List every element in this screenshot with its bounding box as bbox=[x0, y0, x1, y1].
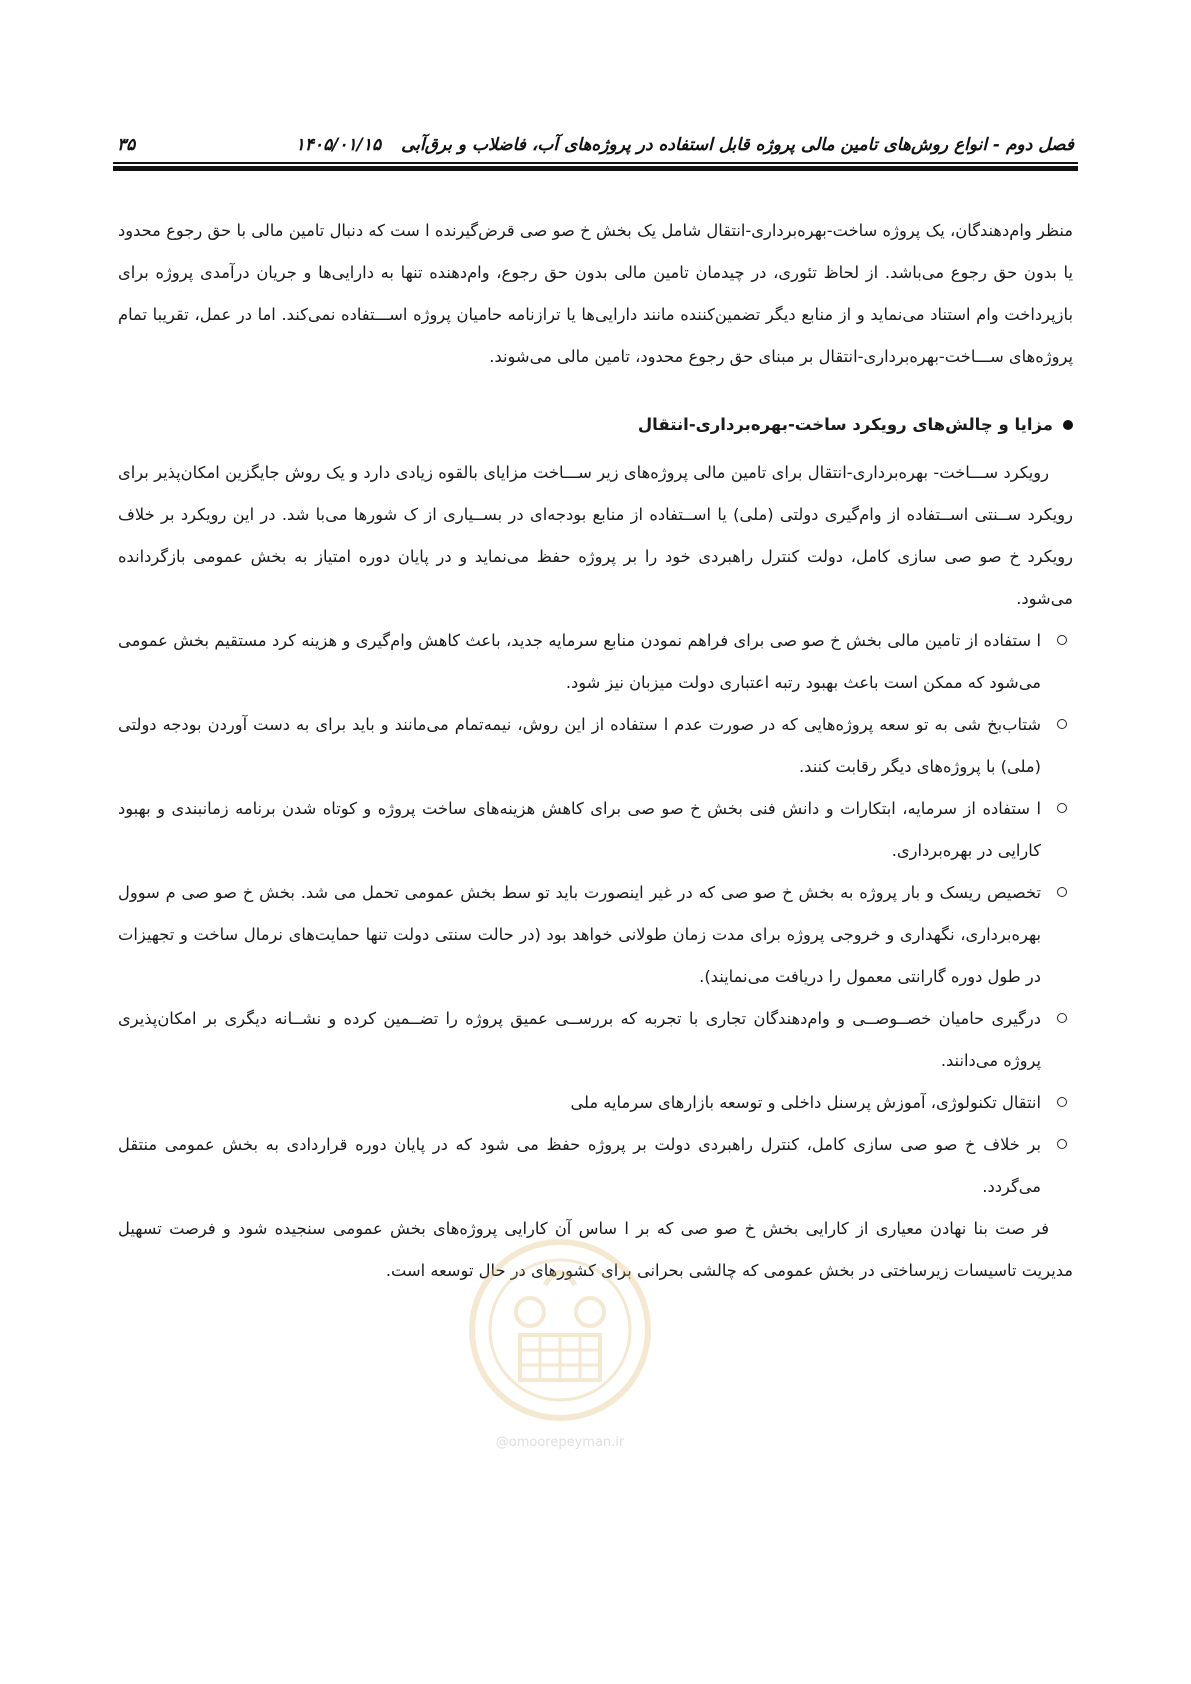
list-item-text: تخصیص ریسک و بار پروژه به بخش خ صو صی که در غیر اینصورت باید تو سط بخش عمومی تحمل می شد. بخش خ صو صی م سوول بهره‌برداری، نگهداری و خروجی پروژه برای مدت زمان طولانی خواهد بود (در حالت سنتی دولت تنها حمایت‌های نرمال ساخت و تجهیزات در طول دوره گارانتی معمول را دریافت می‌نمایند). bbox=[118, 883, 1041, 986]
chapter-title: فصل دوم - انواع روش‌های تامین مالی پروژه قابل استفاده در پروژه‌های آب، فاضلاب و برق‌آبی bbox=[401, 135, 1074, 155]
circle-bullet-icon bbox=[1057, 719, 1067, 729]
header-date: ۱۴۰۵/۰۱/۱۵ bbox=[295, 135, 382, 155]
running-header bbox=[117, 130, 1074, 160]
list-item-text: شتاب‌بخ شی به تو سعه پروژه‌هایی که در صورت عدم ا ستفاده از این روش، نیمه‌تمام می‌مانند و باید برای به دست آوردن بودجه دولتی (ملی) با پروژه‌های دیگر رقابت کنند. bbox=[118, 715, 1041, 776]
section-heading-text: مزایا و چالش‌های رویکرد ساخت-بهره‌برداری-انتقال bbox=[637, 415, 1053, 434]
circle-bullet-icon bbox=[1057, 1097, 1067, 1107]
list-item bbox=[118, 788, 1073, 872]
filled-bullet-icon bbox=[1063, 420, 1073, 430]
list-item-text: درگیری حامیان خصــوصــی و وام‌دهندگان تجاری با تجربه که بررســی عمیق پروژه را تضــمین کرده و نشــانه دیگری بر امکان‌پذیری پروژه می‌دانند. bbox=[118, 1009, 1041, 1070]
circle-bullet-icon bbox=[1057, 1013, 1067, 1023]
circle-bullet-icon bbox=[1057, 803, 1067, 813]
list-item-text: ا ستفاده از سرمایه، ابتکارات و دانش فنی بخش خ صو صی برای کاهش هزینه‌های ساخت پروژه و کوتاه شدن برنامه زمانبندی و بهبود کارایی در بهره‌برداری. bbox=[118, 799, 1041, 860]
watermark-url: @omoorepeyman.ir bbox=[495, 1435, 625, 1450]
list-item bbox=[118, 872, 1073, 998]
list-item bbox=[118, 620, 1073, 704]
circle-bullet-icon bbox=[1057, 887, 1067, 897]
circle-bullet-icon bbox=[1057, 1139, 1067, 1149]
list-item bbox=[118, 704, 1073, 788]
list-item-text: انتقال تکنولوژی، آموزش پرسنل داخلی و توسعه بازارهای سرمایه ملی bbox=[570, 1093, 1041, 1112]
list-item bbox=[118, 1082, 1073, 1124]
body-text bbox=[118, 210, 1073, 1292]
list-item bbox=[118, 1124, 1073, 1208]
running-title bbox=[296, 135, 1074, 155]
list-item bbox=[118, 998, 1073, 1082]
header-rule-thin bbox=[113, 162, 1078, 164]
header-rule-thick bbox=[113, 166, 1078, 171]
circle-bullet-icon bbox=[1057, 635, 1067, 645]
section-paragraph: رویکرد ســـاخت- بهره‌برداری-انتقال برای تامین مالی پروژه‌های زیر ســـاخت مزایای بالقوه زیادی دارد و یک روش جایگزین امکان‌پذیر برای رویکرد ســنتی اســتفاده از وام‌گیری دولتی (ملی) یا اســتفاده از منابع بودجه‌ای در بســیاری از ک شورها می‌با شد. در این رویکرد بر خلاف رویکرد خ صو صی سازی کامل، دولت کنترل راهبردی خود را بر پروژه حفظ می‌نماید و در پایان دوره امتیاز به بخش عمومی بازگردانده می‌شود. bbox=[118, 463, 1073, 608]
list-item-text: بر خلاف خ صو صی سازی کامل، کنترل راهبردی دولت بر پروژه حفظ می شود که در پایان دوره قراردادی به بخش عمومی منتقل می‌گردد. bbox=[118, 1135, 1041, 1196]
intro-paragraph: منظر وام‌دهندگان، یک پروژه ساخت-بهره‌برداری-انتقال شامل یک بخش خ صو صی قرض‌گیرنده ا ست که دنبال تامین مالی با حق رجوع محدود یا بدون حق رجوع می‌باشد. از لحاظ تئوری، در چیدمان تامین مالی بدون حق رجوع، وام‌دهنده تنها به دارایی‌ها و جریان درآمدی پروژه برای بازپرداخت وام استناد می‌نماید و از منابع دیگر تضمین‌کننده مانند دارایی‌ها یا ترازنامه حامیان پروژه اســـتفاده نمی‌کند. اما در عمل، تقریبا تمام پروژه‌های ســـاخت-بهره‌برداری-انتقال بر مبنای حق رجوع محدود، تامین مالی می‌شوند. bbox=[118, 221, 1073, 366]
closing-paragraph: فر صت بنا نهادن معیاری از کارایی بخش خ صو صی که بر ا ساس آن کارایی پروژه‌های بخش عمومی سنجیده شود و فرصت تسهیل مدیریت تاسیسات زیرساختی در بخش عمومی که چالشی بحرانی برای کشورهای در حال توسعه است. bbox=[118, 1219, 1073, 1280]
section-heading bbox=[118, 404, 1073, 446]
page-number: ۳۵ bbox=[117, 135, 136, 155]
benefits-list bbox=[118, 620, 1073, 1208]
list-item-text: ا ستفاده از تامین مالی بخش خ صو صی برای فراهم نمودن منابع سرمایه جدید، باعث کاهش وام‌گیری و هزینه کرد مستقیم بخش عمومی می‌شود که ممکن است باعث بهبود رتبه اعتباری دولت میزبان نیز شود. bbox=[118, 631, 1041, 692]
